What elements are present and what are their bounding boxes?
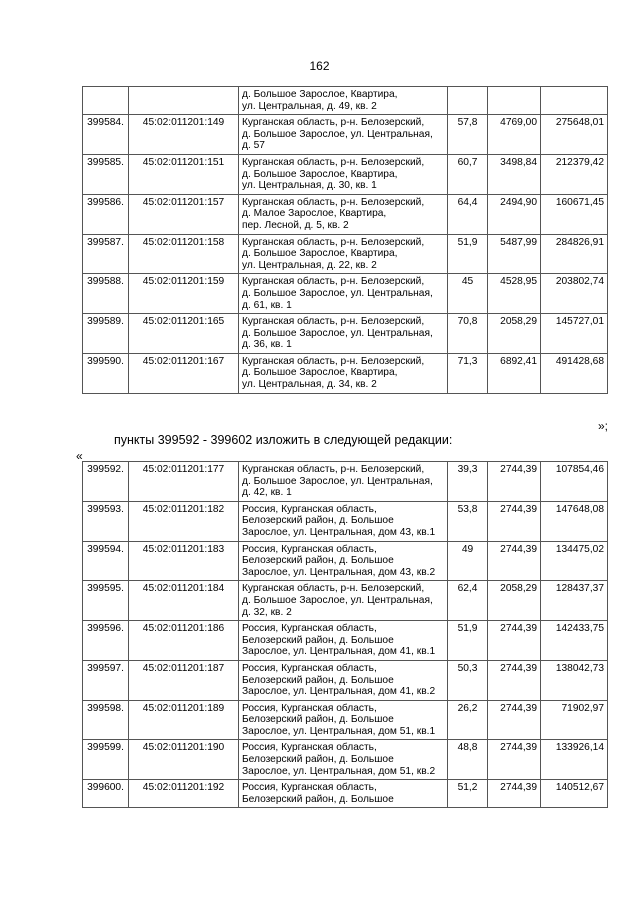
cadastral-number-cell: 45:02:011201:159 [129, 274, 239, 314]
table-row [83, 115, 608, 155]
cadastral-value-cell: 134475,02 [541, 541, 608, 581]
cadastral-number-cell: 45:02:011201:157 [129, 194, 239, 234]
address-line: ул. Центральная, д. 22, кв. 2 [242, 259, 377, 271]
cadastral-number-cell: 45:02:011201:165 [129, 314, 239, 354]
area-cell: 64,4 [448, 194, 488, 234]
address-cell [239, 353, 448, 393]
unit-cost-cell: 2744,39 [488, 660, 541, 700]
address-line: Курганская область, р-н. Белозерский, [242, 236, 425, 248]
cadastral-value-cell [541, 87, 608, 115]
area-cell: 39,3 [448, 462, 488, 502]
cadastral-number-cell: 45:02:011201:182 [129, 501, 239, 541]
address-line: Курганская область, р-н. Белозерский, [242, 156, 425, 168]
address-line: Россия, Курганская область, [242, 782, 377, 794]
address-cell [239, 194, 448, 234]
row-number-cell: 399590. [83, 353, 129, 393]
address-line: д. Большое Зарослое, ул. Центральная, [242, 475, 433, 487]
cadastral-value-cell: 203802,74 [541, 274, 608, 314]
table-row [83, 314, 608, 354]
cadastral-value-cell: 212379,42 [541, 154, 608, 194]
area-cell [448, 87, 488, 115]
address-line: ул. Центральная, д. 30, кв. 1 [242, 180, 377, 192]
cadastral-value-cell: 275648,01 [541, 115, 608, 155]
area-cell: 51,2 [448, 780, 488, 808]
unit-cost-cell: 2744,39 [488, 621, 541, 661]
amendment-instruction: пункты 399592 - 399602 изложить в следующей редакции: [114, 433, 453, 447]
area-cell: 45 [448, 274, 488, 314]
cadastral-number-cell: 45:02:011201:149 [129, 115, 239, 155]
cadastral-value-cell: 140512,67 [541, 780, 608, 808]
area-cell: 53,8 [448, 501, 488, 541]
table-row [83, 154, 608, 194]
cadastral-number-cell: 45:02:011201:186 [129, 621, 239, 661]
unit-cost-cell: 2058,29 [488, 314, 541, 354]
cadastral-number-cell: 45:02:011201:167 [129, 353, 239, 393]
address-line: Белозерский район, д. Большое [242, 634, 394, 646]
address-line: Белозерский район, д. Большое [242, 714, 394, 726]
address-line: д. 57 [242, 140, 265, 152]
unit-cost-cell: 2744,39 [488, 740, 541, 780]
cadastral-value-cell: 284826,91 [541, 234, 608, 274]
address-line: Россия, Курганская область, [242, 503, 377, 515]
cadastral-number-cell [129, 87, 239, 115]
row-number-cell: 399593. [83, 501, 129, 541]
address-cell [239, 274, 448, 314]
unit-cost-cell [488, 87, 541, 115]
unit-cost-cell: 6892,41 [488, 353, 541, 393]
cadastral-value-cell: 107854,46 [541, 462, 608, 502]
unit-cost-cell: 2744,39 [488, 501, 541, 541]
table-row [83, 353, 608, 393]
row-number-cell: 399592. [83, 462, 129, 502]
table-row [83, 621, 608, 661]
table-row [83, 194, 608, 234]
address-line: Белозерский район, д. Большое [242, 793, 394, 805]
cadastral-value-cell: 133926,14 [541, 740, 608, 780]
table-row [83, 274, 608, 314]
row-number-cell: 399589. [83, 314, 129, 354]
registry-table-top [82, 86, 608, 394]
cadastral-value-cell: 128437,37 [541, 581, 608, 621]
address-cell [239, 700, 448, 740]
address-line: Россия, Курганская область, [242, 623, 377, 635]
address-cell [239, 780, 448, 808]
cadastral-number-cell: 45:02:011201:192 [129, 780, 239, 808]
address-line: д. 36, кв. 1 [242, 339, 292, 351]
area-cell: 48,8 [448, 740, 488, 780]
address-line: Белозерский район, д. Большое [242, 674, 394, 686]
address-line: Курганская область, р-н. Белозерский, [242, 316, 425, 328]
cadastral-value-cell: 491428,68 [541, 353, 608, 393]
area-cell: 51,9 [448, 621, 488, 661]
cadastral-number-cell: 45:02:011201:177 [129, 462, 239, 502]
row-number-cell: 399594. [83, 541, 129, 581]
address-line: Курганская область, р-н. Белозерский, [242, 117, 425, 129]
address-line: Зарослое, ул. Центральная, дом 43, кв.1 [242, 526, 436, 538]
address-line: Россия, Курганская область, [242, 662, 377, 674]
address-cell [239, 87, 448, 115]
address-line: Зарослое, ул. Центральная, дом 51, кв.1 [242, 725, 436, 737]
area-cell: 50,3 [448, 660, 488, 700]
address-line: д. Большое Зарослое, ул. Центральная, [242, 287, 433, 299]
cadastral-number-cell: 45:02:011201:158 [129, 234, 239, 274]
area-cell: 62,4 [448, 581, 488, 621]
unit-cost-cell: 2744,39 [488, 780, 541, 808]
address-line: д. 32, кв. 2 [242, 606, 292, 618]
address-line: д. Большое Зарослое, Квартира, [242, 367, 398, 379]
address-line: Россия, Курганская область, [242, 543, 377, 555]
address-line: Белозерский район, д. Большое [242, 555, 394, 567]
row-number-cell: 399587. [83, 234, 129, 274]
cadastral-value-cell: 160671,45 [541, 194, 608, 234]
row-number-cell: 399597. [83, 660, 129, 700]
row-number-cell [83, 87, 129, 115]
row-number-cell: 399585. [83, 154, 129, 194]
address-cell [239, 541, 448, 581]
address-line: Белозерский район, д. Большое [242, 754, 394, 766]
address-line: д. Большое Зарослое, ул. Центральная, [242, 128, 433, 140]
address-line: Курганская область, р-н. Белозерский, [242, 583, 425, 595]
address-line: д. Большое Зарослое, Квартира, [242, 89, 398, 100]
row-number-cell: 399598. [83, 700, 129, 740]
unit-cost-cell: 2744,39 [488, 700, 541, 740]
address-line: Курганская область, р-н. Белозерский, [242, 464, 425, 475]
address-cell [239, 115, 448, 155]
row-number-cell: 399599. [83, 740, 129, 780]
unit-cost-cell: 2744,39 [488, 541, 541, 581]
opening-quote-mark: « [76, 449, 83, 463]
cadastral-value-cell: 138042,73 [541, 660, 608, 700]
address-line: д. Большое Зарослое, Квартира, [242, 248, 398, 260]
table-row [83, 462, 608, 502]
row-number-cell: 399584. [83, 115, 129, 155]
unit-cost-cell: 5487,99 [488, 234, 541, 274]
page-number: 162 [309, 59, 330, 73]
cadastral-number-cell: 45:02:011201:184 [129, 581, 239, 621]
cadastral-value-cell: 147648,08 [541, 501, 608, 541]
address-line: Зарослое, ул. Центральная, дом 43, кв.2 [242, 566, 436, 578]
address-line: д. 61, кв. 1 [242, 299, 292, 311]
address-line: пер. Лесной, д. 5, кв. 2 [242, 219, 349, 231]
table-row [83, 740, 608, 780]
row-number-cell: 399596. [83, 621, 129, 661]
cadastral-value-cell: 142433,75 [541, 621, 608, 661]
table-row [83, 234, 608, 274]
address-cell [239, 581, 448, 621]
unit-cost-cell: 4769,00 [488, 115, 541, 155]
cadastral-number-cell: 45:02:011201:183 [129, 541, 239, 581]
row-number-cell: 399588. [83, 274, 129, 314]
address-line: д. Большое Зарослое, Квартира, [242, 168, 398, 180]
unit-cost-cell: 3498,84 [488, 154, 541, 194]
address-cell [239, 314, 448, 354]
table-row [83, 700, 608, 740]
table-row [83, 780, 608, 808]
area-cell: 26,2 [448, 700, 488, 740]
cadastral-number-cell: 45:02:011201:190 [129, 740, 239, 780]
cadastral-number-cell: 45:02:011201:189 [129, 700, 239, 740]
table-row [83, 660, 608, 700]
area-cell: 70,8 [448, 314, 488, 354]
address-line: ул. Центральная, д. 34, кв. 2 [242, 379, 377, 391]
row-number-cell: 399595. [83, 581, 129, 621]
unit-cost-cell: 4528,95 [488, 274, 541, 314]
address-cell [239, 234, 448, 274]
address-line: Курганская область, р-н. Белозерский, [242, 276, 425, 288]
area-cell: 51,9 [448, 234, 488, 274]
area-cell: 57,8 [448, 115, 488, 155]
row-number-cell: 399600. [83, 780, 129, 808]
unit-cost-cell: 2494,90 [488, 194, 541, 234]
address-line: д. Большое Зарослое, ул. Центральная, [242, 327, 433, 339]
address-cell [239, 660, 448, 700]
address-cell [239, 740, 448, 780]
address-cell [239, 501, 448, 541]
cadastral-number-cell: 45:02:011201:151 [129, 154, 239, 194]
address-line: д. Малое Зарослое, Квартира, [242, 208, 387, 220]
cadastral-value-cell: 71902,97 [541, 700, 608, 740]
address-line: ул. Центральная, д. 49, кв. 2 [242, 100, 377, 112]
table-row [83, 581, 608, 621]
area-cell: 71,3 [448, 353, 488, 393]
unit-cost-cell: 2058,29 [488, 581, 541, 621]
cadastral-value-cell: 145727,01 [541, 314, 608, 354]
table-row [83, 541, 608, 581]
address-line: Курганская область, р-н. Белозерский, [242, 196, 425, 208]
address-line: д. 42, кв. 1 [242, 487, 292, 499]
unit-cost-cell: 2744,39 [488, 462, 541, 502]
address-line: Белозерский район, д. Большое [242, 515, 394, 527]
area-cell: 60,7 [448, 154, 488, 194]
area-cell: 49 [448, 541, 488, 581]
address-cell [239, 462, 448, 502]
address-line: Зарослое, ул. Центральная, дом 41, кв.1 [242, 646, 436, 658]
table-row [83, 501, 608, 541]
address-line: Россия, Курганская область, [242, 742, 377, 754]
address-line: д. Большое Зарослое, ул. Центральная, [242, 594, 433, 606]
address-line: Зарослое, ул. Центральная, дом 41, кв.2 [242, 686, 436, 698]
table-row [83, 87, 608, 115]
address-line: Курганская область, р-н. Белозерский, [242, 355, 425, 367]
closing-quote-mark: »; [598, 419, 609, 433]
address-cell [239, 621, 448, 661]
registry-table-bottom [82, 461, 608, 808]
address-cell [239, 154, 448, 194]
address-line: Россия, Курганская область, [242, 702, 377, 714]
cadastral-number-cell: 45:02:011201:187 [129, 660, 239, 700]
address-line: Зарослое, ул. Центральная, дом 51, кв.2 [242, 765, 436, 777]
row-number-cell: 399586. [83, 194, 129, 234]
